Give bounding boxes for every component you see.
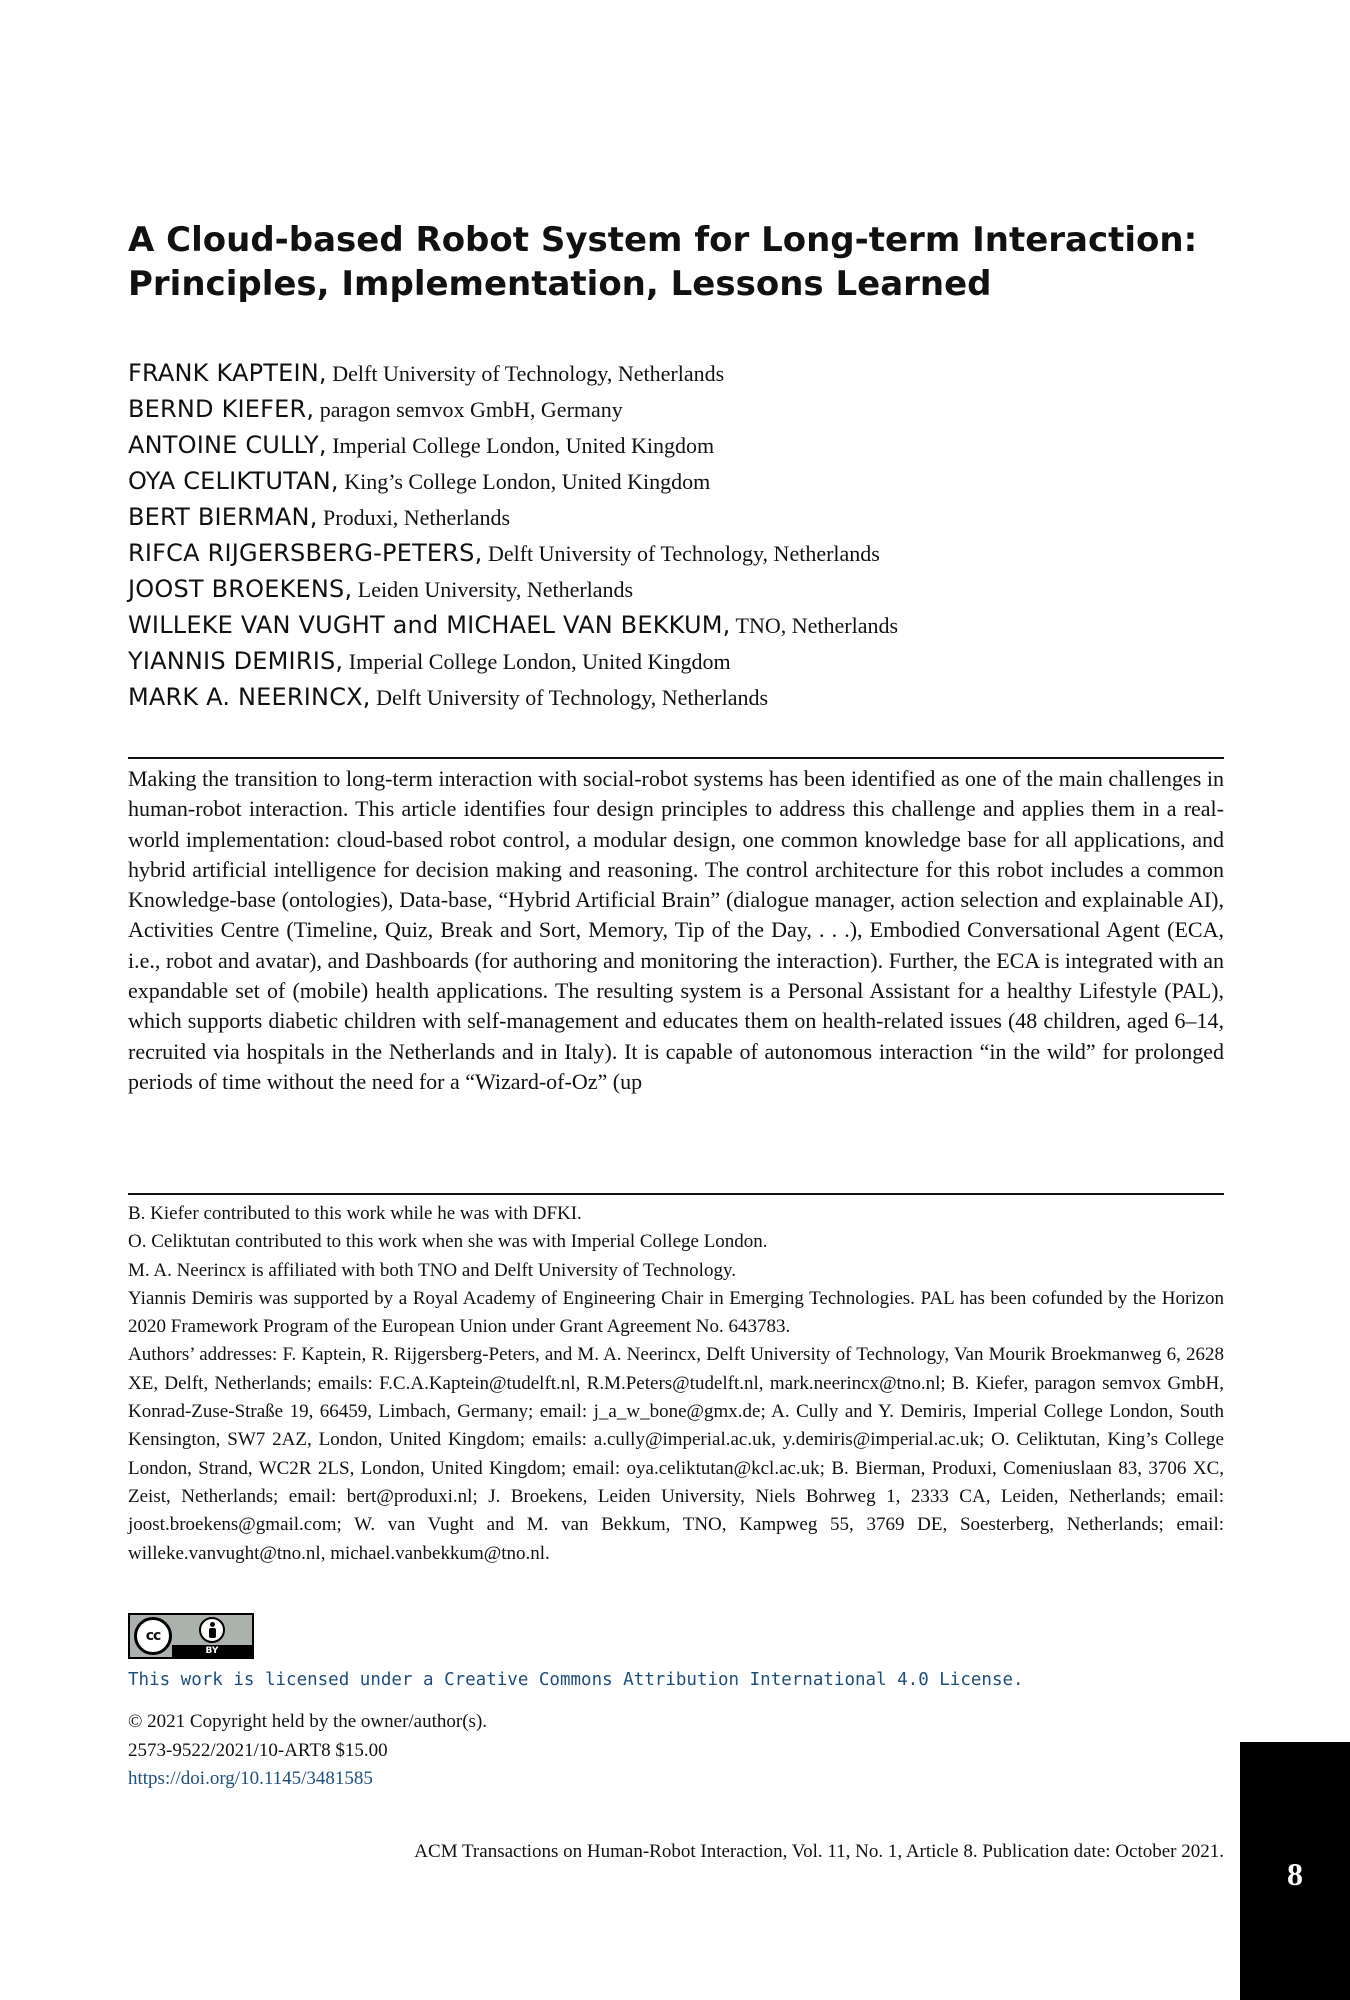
cc-logo-icon xyxy=(134,1617,172,1655)
author-name: MARK A. NEERINCX, xyxy=(128,683,371,711)
footnote: Yiannis Demiris was supported by a Royal Academy of Engineering Chair in Emerging Technologies. PAL has been cofunded by the Horizon 2020 Framework Program of the European Union under Grant Agreement No. 643783. xyxy=(128,1287,1224,1338)
author-entry xyxy=(128,355,1228,391)
copyright-block xyxy=(128,1708,828,1794)
author-entry xyxy=(128,499,1228,535)
cc-by-license-badge[interactable] xyxy=(128,1613,254,1659)
attribution-person-icon xyxy=(199,1617,225,1643)
author-entry xyxy=(128,463,1228,499)
author-name: FRANK KAPTEIN, xyxy=(128,359,327,387)
author-name: OYA CELIKTUTAN, xyxy=(128,467,339,495)
footnote-addresses: Authors’ addresses: F. Kaptein, R. Rijgersberg-Peters, and M. A. Neerincx, Delft University of Technology, Van Mourik Broekmanweg 6, 2628 XE, Delft, Netherlands; emails: F.C.A.Kaptein@tudelft.nl, R.M.Peters@tudelft.nl, mark.neerincx@tno.nl; B. Kiefer, paragon semvox GmbH, Konrad-Zuse-Straße 19, 66459, Limbach, Germany; email: j_a_w_bone@gmx.de; A. Cully and Y. Demiris, Imperial College London, South Kensington, SW7 2AZ, London, United Kingdom; emails: a.cully@imperial.ac.uk, y.demiris@imperial.ac.uk; O. Celiktutan, King’s College London, Strand, WC2R 2LS, London, United Kingdom; email: oya.celiktutan@kcl.ac.uk; B. Bierman, Produxi, Comeniuslaan 83, 3706 XC, Zeist, Netherlands; email: bert@produxi.nl; J. Broekens, Leiden University, Niels Bohrweg 1, 2333 CA, Leiden, Netherlands; email: joost.broekens@gmail.com; W. van Vught and M. van Bekkum, TNO, Kampweg 55, 3769 DE, Soesterberg, Netherlands; email: willeke.vanvught@tno.nl, michael.vanbekkum@tno.nl. xyxy=(128,1344,1224,1564)
author-entry xyxy=(128,427,1228,463)
abstract: Making the transition to long-term interaction with social-robot systems has been identified as one of the main challenges in human-robot interaction. This article identifies four design principles to address this challenge and applies them in a real-world implementation: cloud-based robot control, a modular design, one common knowledge base for all applications, and hybrid artificial intelligence for decision making and reasoning. The control architecture for this robot includes a common Knowledge-base (ontologies), Data-base, “Hybrid Artificial Brain” (dialogue manager, action selection and explainable AI), Activities Centre (Timeline, Quiz, Break and Sort, Memory, Tip of the Day, . . .), Embodied Conversational Agent (ECA, i.e., robot and avatar), and Dashboards (for authoring and monitoring the interaction). Further, the ECA is integrated with an expandable set of (mobile) health applications. The resulting system is a Personal Assistant for a healthy Lifestyle (PAL), which supports diabetic children with self-management and educates them on health-related issues (48 children, aged 6–14, recruited via hospitals in the Netherlands and in Italy). It is capable of autonomous interaction “in the wild” for prolonged periods of time without the need for a “Wizard-of-Oz” (up xyxy=(128,766,1224,1094)
author-name: ANTOINE CULLY, xyxy=(128,431,327,459)
title-line-1: A Cloud-based Robot System for Long-term Interaction: xyxy=(128,220,1198,260)
by-label: BY xyxy=(172,1645,252,1657)
paper-title xyxy=(128,218,1228,306)
title-line-2: Principles, Implementation, Lessons Learned xyxy=(128,264,992,304)
author-entry xyxy=(128,535,1228,571)
abstract-top-rule xyxy=(128,757,1224,759)
author-list xyxy=(128,355,1228,715)
footnotes-rule xyxy=(128,1193,1224,1195)
copyright-line: © 2021 Copyright held by the owner/author(s). xyxy=(128,1711,488,1732)
footnote: M. A. Neerincx is affiliated with both TNO and Delft University of Technology. xyxy=(128,1259,736,1281)
author-affiliation: Leiden University, Netherlands xyxy=(352,577,634,602)
author-affiliation: Imperial College London, United Kingdom xyxy=(343,649,731,674)
journal-footer: ACM Transactions on Human-Robot Interaction, Vol. 11, No. 1, Article 8. Publication date: October 2021. xyxy=(414,1841,1224,1862)
license-link[interactable]: This work is licensed under a Creative Commons Attribution International 4.0 License. xyxy=(128,1670,1024,1690)
author-name: BERND KIEFER, xyxy=(128,395,315,423)
author-name: WILLEKE VAN VUGHT and MICHAEL VAN BEKKUM, xyxy=(128,611,731,639)
cc-logo-text: cc xyxy=(145,1628,161,1644)
footnotes xyxy=(128,1200,1224,1568)
author-entry xyxy=(128,679,1228,715)
author-affiliation: TNO, Netherlands xyxy=(730,613,899,638)
author-affiliation: Delft University of Technology, Netherlands xyxy=(326,361,725,386)
author-affiliation: paragon semvox GmbH, Germany xyxy=(314,397,623,422)
author-name: JOOST BROEKENS, xyxy=(128,575,353,603)
page-number-tab xyxy=(1240,1742,1350,2000)
author-entry xyxy=(128,571,1228,607)
author-affiliation: Imperial College London, United Kingdom xyxy=(326,433,715,458)
author-entry xyxy=(128,607,1228,643)
author-name: RIFCA RIJGERSBERG-PETERS, xyxy=(128,539,483,567)
author-affiliation: Produxi, Netherlands xyxy=(317,505,511,530)
by-attribution-block xyxy=(172,1615,252,1657)
doi-link[interactable]: https://doi.org/10.1145/3481585 xyxy=(128,1768,373,1789)
author-affiliation: Delft University of Technology, Netherlands xyxy=(370,685,769,710)
footnote: B. Kiefer contributed to this work while he was with DFKI. xyxy=(128,1203,582,1224)
issn-line: 2573-9522/2021/10-ART8 $15.00 xyxy=(128,1739,388,1761)
author-name: BERT BIERMAN, xyxy=(128,503,318,531)
author-name: YIANNIS DEMIRIS, xyxy=(128,647,344,675)
footnote: O. Celiktutan contributed to this work when she was with Imperial College London. xyxy=(128,1231,768,1253)
author-entry xyxy=(128,391,1228,427)
author-entry xyxy=(128,643,1228,679)
author-affiliation: King’s College London, United Kingdom xyxy=(338,469,711,494)
page-number: 8 xyxy=(1287,1856,1303,1892)
author-affiliation: Delft University of Technology, Netherlands xyxy=(482,541,880,566)
